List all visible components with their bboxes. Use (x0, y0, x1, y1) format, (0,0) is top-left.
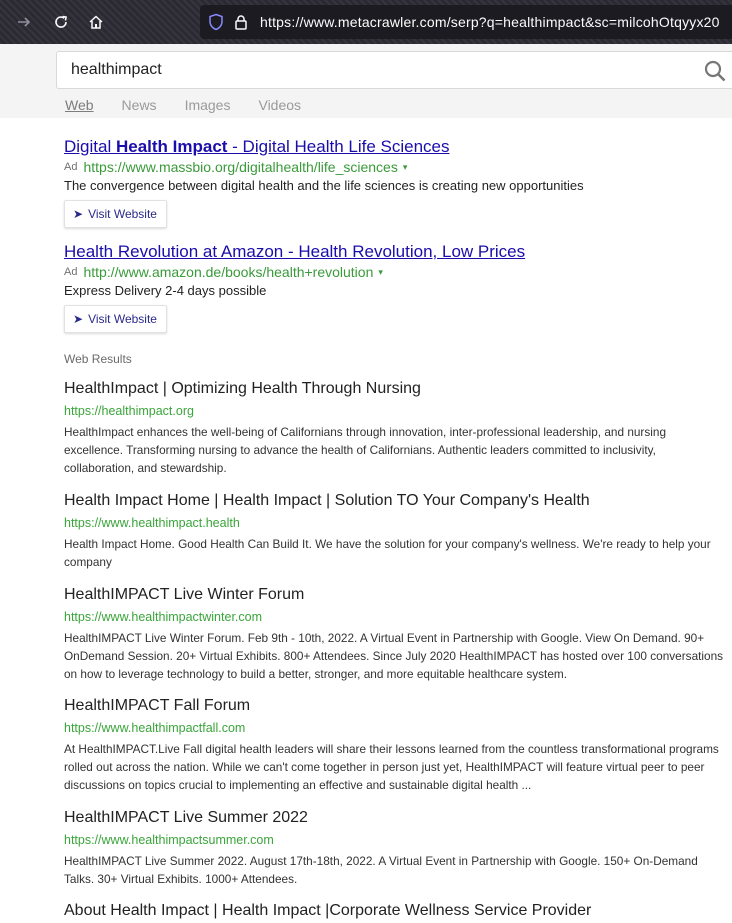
search-tabs (65, 97, 329, 113)
result-description: HealthIMPACT Live Summer 2022. August 17th-18th, 2022. A Virtual Event in Partnership with Google. 150+ On-Demand Talks. 30+ Virtual Exhibits. 1000+ Attendees. (64, 854, 698, 886)
web-results-label: Web Results (64, 352, 132, 366)
visit-website-button[interactable] (64, 305, 167, 333)
result-title-link[interactable]: HealthIMPACT Live Summer 2022 (64, 809, 308, 826)
result-title-link[interactable]: HealthIMPACT Fall Forum (64, 697, 251, 714)
ad-url-line (64, 159, 584, 175)
ad-label: Ad (64, 266, 78, 278)
chevron-down-icon[interactable]: ▾ (402, 161, 408, 172)
arrow-right-icon: ➤ (73, 312, 84, 326)
search-result (64, 809, 724, 888)
search-result (64, 902, 724, 920)
ad-title-text: - Digital Health Life Sciences (227, 137, 450, 156)
search-input[interactable] (71, 52, 671, 88)
url-host: metacrawler.com (337, 14, 447, 30)
search-result (64, 492, 724, 571)
result-url[interactable]: https://healthimpact.org (64, 404, 194, 418)
search-result (64, 697, 724, 794)
forward-button[interactable] (10, 8, 38, 36)
result-description: HealthIMPACT Live Winter Forum. Feb 9th - 10th, 2022. A Virtual Event in Partnership with Google. View On Demand. 90+ OnDemand Session. 20+ Virtual Exhibits. 800+ Attendees. Since July 2020 HealthIMPACT has hosted over 100 conversations on how to leverage technology to build a better, stronger, and more equitable healthcare system. (64, 631, 724, 681)
result-title-link[interactable]: HealthIMPACT Live Winter Forum (64, 586, 305, 603)
visit-website-label: Visit Website (88, 312, 157, 326)
visit-website-button[interactable] (64, 200, 167, 228)
arrow-right-icon: ➤ (73, 207, 84, 221)
ad-url[interactable]: http://www.amazon.de/books/health+revolution (83, 264, 374, 280)
search-icon[interactable] (704, 60, 726, 82)
ad-url-line (64, 264, 525, 280)
forward-arrow-icon (16, 14, 32, 30)
ad-title-bold: Health Impact (115, 137, 228, 156)
result-url[interactable]: https://www.healthimpactwinter.com (64, 610, 262, 624)
visit-website-label: Visit Website (88, 207, 157, 221)
browser-toolbar (0, 0, 732, 44)
ad-title-link[interactable] (64, 137, 584, 157)
result-title-link[interactable]: HealthImpact | Optimizing Health Through Nursing (64, 380, 421, 397)
ad-result (64, 137, 584, 228)
search-result (64, 586, 724, 683)
result-description: At HealthIMPACT.Live Fall digital health leaders will share their lessons learned from the countless transformational programs rolled out across the nation. While we can't come together in person just yet, HealthIMPACT will feature virtual peer to peer discussions on topics crucial to implementing an effective and sustainable digital health ... (64, 742, 719, 792)
home-icon (88, 14, 104, 30)
search-result (64, 380, 724, 477)
lock-icon[interactable] (234, 14, 248, 30)
ad-result (64, 242, 525, 333)
ad-title-text: Health Revolution at Amazon - Health Revolution, Low Prices (64, 242, 526, 261)
result-url[interactable]: https://www.healthimpactfall.com (64, 721, 246, 735)
ad-description: Express Delivery 2-4 days possible (64, 283, 267, 298)
chevron-down-icon[interactable]: ▾ (378, 266, 383, 277)
tab-news[interactable]: News (121, 97, 157, 113)
url-path: /serp?q=healthimpact&sc=milcohOtqyyx20 (446, 14, 720, 30)
result-description: Health Impact Home. Good Health Can Build It. We have the solution for your company's wellness. We're ready to help your company (64, 537, 711, 569)
address-bar[interactable] (200, 5, 732, 39)
home-button[interactable] (82, 8, 110, 36)
tab-web[interactable]: Web (65, 97, 94, 113)
result-url[interactable]: https://www.healthimpactsummer.com (64, 833, 274, 847)
search-header (0, 44, 732, 118)
tab-images[interactable]: Images (184, 97, 231, 113)
result-description: HealthImpact enhances the well-being of Californians through innovation, inter-professional leadership, and nursing excellence. Transforming nursing to advance the health of Californians. Authentic leaders committed to inclusivity, collaboration, and stewardship. (64, 425, 667, 475)
result-url[interactable]: https://www.healthimpact.health (64, 516, 240, 530)
ad-label: Ad (64, 161, 78, 173)
result-title-link[interactable]: About Health Impact | Health Impact |Corporate Wellness Service Provider (64, 902, 592, 919)
reload-button[interactable] (47, 8, 75, 36)
result-title-link[interactable]: Health Impact Home | Health Impact | Solution TO Your Company's Health (64, 492, 590, 509)
ad-title-text: Digital (64, 137, 116, 156)
ad-description: The convergence between digital health and the life sciences is creating new opportunities (64, 178, 584, 193)
shield-icon[interactable] (208, 13, 224, 31)
url-text[interactable] (260, 14, 720, 30)
url-prefix: https://www. (260, 14, 338, 30)
tab-videos[interactable]: Videos (258, 97, 302, 113)
reload-icon (53, 14, 69, 30)
search-box (56, 51, 732, 89)
ad-title-link[interactable] (64, 242, 525, 262)
ad-url[interactable]: https://www.massbio.org/digitalhealth/life_sciences (83, 159, 398, 175)
